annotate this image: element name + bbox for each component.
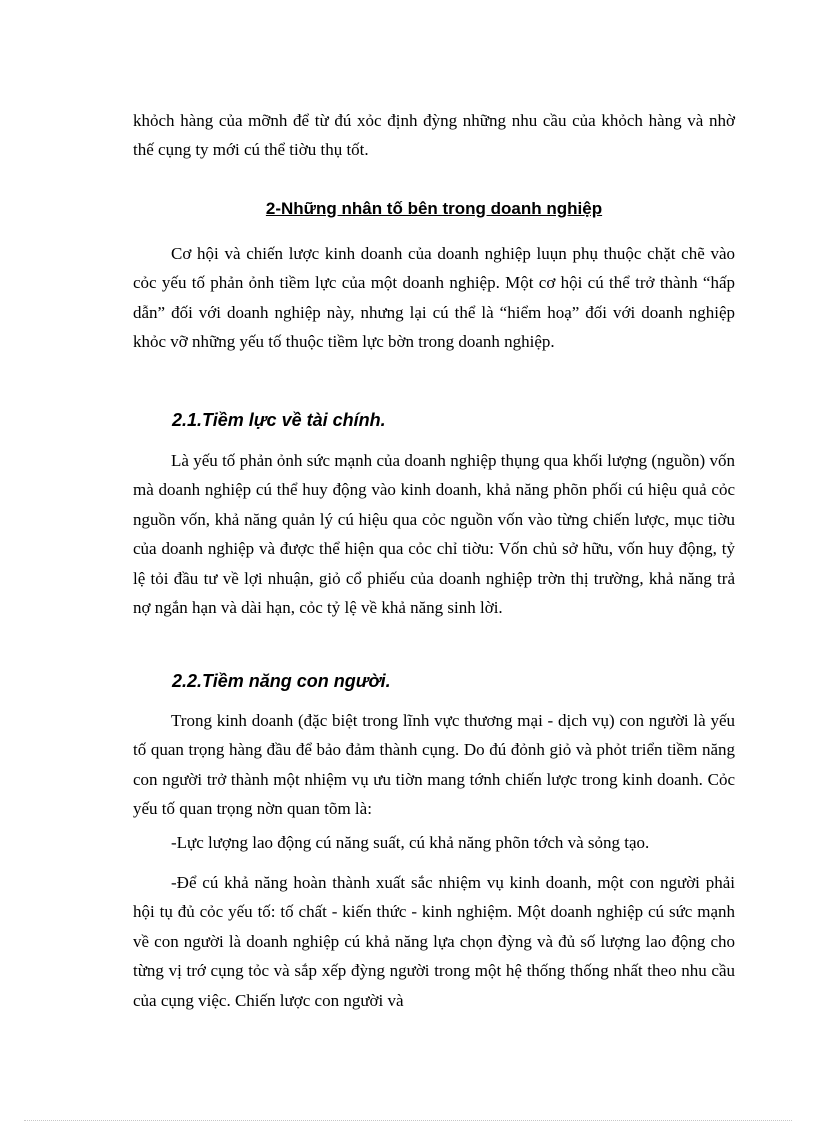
human-paragraph-1: Trong kinh doanh (đặc biệt trong lĩnh vực thương mại - dịch vụ) con người là yếu tố quan trọng hàng đầu để bảo đảm thành cụng. Do đú đỏnh giỏ và phỏt triển tiềm năng con người trở thành một nhiệm vụ ưu tiờn mang tớnh chiến lược trong kinh doanh. Cỏc yếu tố quan trọng nờn quan tõm là: xyxy=(133,711,735,819)
subsection-title-finance: 2.1.Tiềm lực về tài chính. xyxy=(172,410,386,430)
human-paragraph-3: -Để cú khả năng hoàn thành xuất sắc nhiệm vụ kinh doanh, một con người phải hội tụ đủ cỏc yếu tố: tố chất - kiến thức - kinh nghiệm. Một doanh nghiệp cú sức mạnh về con người là doanh nghiệp cú khả năng lựa chọn đỳng và đủ số lượng lao động cho từng vị trớ cụng tỏc và sắp xếp đỳng người trong một hệ thống thống nhất theo nhu cầu của cụng việc. Chiến lược con người và xyxy=(133,873,735,1010)
page-bottom-divider xyxy=(24,1120,792,1121)
subsection-title-human: 2.2.Tiềm năng con người. xyxy=(172,671,391,691)
intro-paragraph: khỏch hàng của mỡnh để từ đú xỏc định đỳng những nhu cầu của khỏch hàng và nhờ thế cụng ty mới cú thể tiờu thụ tốt. xyxy=(133,111,735,160)
finance-paragraph: Là yếu tố phản ỏnh sức mạnh của doanh nghiệp thụng qua khối lượng (nguồn) vốn mà doanh nghiệp cú thể huy động vào kinh doanh, khả năng phõn phối cú hiệu quả cỏc nguồn vốn, khả năng quản lý cú hiệu qua cỏc nguồn vốn vào từng chiến lược, mục tiờu của doanh nghiệp và được thể hiện qua cỏc chỉ tiờu: Vốn chủ sở hữu, vốn huy động, tỷ lệ tỏi đầu tư về lợi nhuận, giỏ cổ phiếu của doanh nghiệp trờn thị trường, khả năng trả nợ ngắn hạn và dài hạn, cỏc tỷ lệ về khả năng sinh lời. xyxy=(133,451,735,618)
section-paragraph: Cơ hội và chiến lược kinh doanh của doanh nghiệp luụn phụ thuộc chặt chẽ vào cỏc yếu tố phản ỏnh tiềm lực của một doanh nghiệp. Một cơ hội cú thể trở thành “hấp dẫn” đối với doanh nghiệp này, nhưng lại cú thể là “hiểm hoạ” đối với doanh nghiệp khỏc vỡ những yếu tố thuộc tiềm lực bờn trong doanh nghiệp. xyxy=(133,244,735,352)
section-title: 2-Những nhân tố bên trong doanh nghiệp xyxy=(265,199,603,218)
human-paragraph-2: -Lực lượng lao động cú năng suất, cú khả năng phõn tớch và sỏng tạo. xyxy=(171,833,650,852)
